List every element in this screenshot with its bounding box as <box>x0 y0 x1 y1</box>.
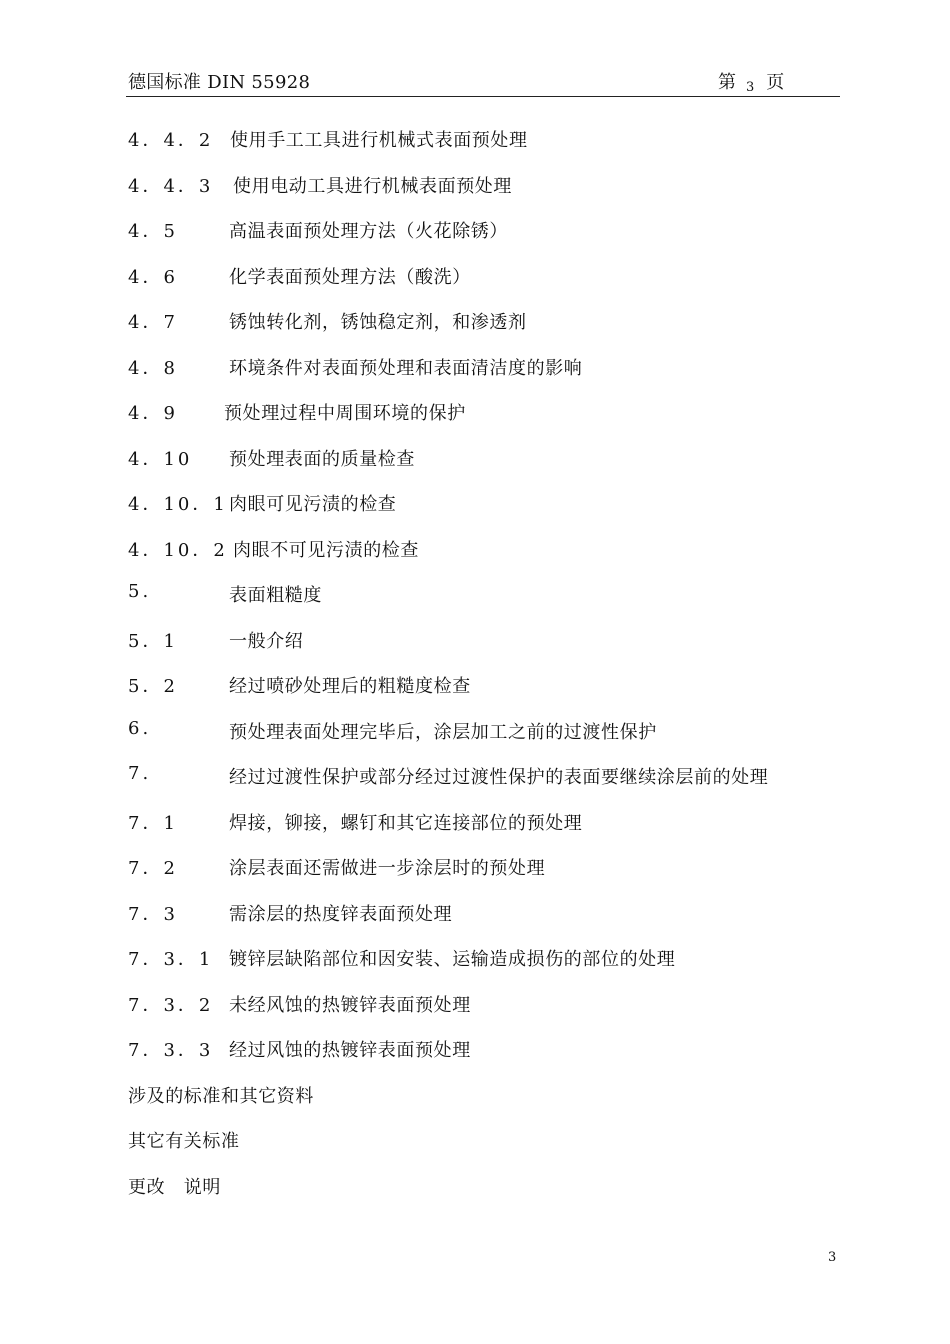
toc-entry-title: 预处理过程中周围环境的保护 <box>224 403 466 424</box>
toc-entry-title: 高温表面预处理方法（火花除锈） <box>229 221 508 242</box>
toc-entry-title: 涂层表面还需做进一步涂层时的预处理 <box>229 858 546 879</box>
toc-entry-number: 4．10．2 <box>128 539 228 561</box>
toc-entry-title: 经过过渡性保护或部分经过过渡性保护的表面要继续涂层前的处理 <box>229 767 769 788</box>
toc-entry-title: 未经风蚀的热镀锌表面预处理 <box>229 994 471 1016</box>
toc-entry-title: 镀锌层缺陷部位和因安装、运输造成损伤的部位的处理 <box>229 949 676 970</box>
toc-entry-title: 锈蚀转化剂，锈蚀稳定剂，和渗透剂 <box>229 312 527 333</box>
toc-entry-number: 5. <box>128 581 152 602</box>
toc-entry-number: 4．5 <box>128 221 178 242</box>
toc-entry-number: 7．3．2 <box>128 994 214 1016</box>
toc-entry-number: 4．10 <box>128 448 193 470</box>
toc-entry-number: 5．2 <box>128 676 178 697</box>
toc-entry-title: 经过风蚀的热镀锌表面预处理 <box>229 1040 471 1061</box>
toc-entry-number: 4．10．1 <box>128 494 228 515</box>
appendix-line: 更改 说明 <box>128 1176 221 1198</box>
toc-entry-title: 化学表面预处理方法（酸洗） <box>229 266 471 288</box>
toc-entry-title: 表面粗糙度 <box>229 585 322 606</box>
page-prefix: 第 <box>718 72 736 93</box>
toc-entry-number: 7．3．3 <box>128 1040 214 1061</box>
toc-entry-number: 4．8 <box>128 357 178 379</box>
toc-entry-title: 经过喷砂处理后的粗糙度检查 <box>229 676 471 697</box>
toc-entry-number: 4．9 <box>128 403 178 424</box>
toc-entry-title: 焊接，铆接，螺钉和其它连接部位的预处理 <box>229 812 583 834</box>
toc-entry-number: 4．7 <box>128 312 178 333</box>
toc-entry-title: 需涂层的热度锌表面预处理 <box>229 903 453 925</box>
toc-entry-title: 环境条件对表面预处理和表面清洁度的影响 <box>229 357 583 379</box>
toc-entry-title: 使用电动工具进行机械表面预处理 <box>233 175 512 197</box>
footer-page-number: 3 <box>828 1250 837 1265</box>
toc-entry-title: 肉眼可见污渍的检查 <box>229 494 397 515</box>
toc-entry-number: 7. <box>128 763 152 784</box>
toc-entry-number: 7．1 <box>128 812 178 834</box>
toc-entry-number: 4．4．3 <box>128 175 214 197</box>
toc-entry-number: 6. <box>128 717 152 739</box>
header-page-number: 3 <box>746 80 755 95</box>
toc-entry-number: 5．1 <box>128 630 178 652</box>
toc-entry-title: 预处理表面处理完毕后，涂层加工之前的过渡性保护 <box>229 721 657 743</box>
toc-entry-number: 7．3 <box>128 903 178 925</box>
page-suffix: 页 <box>766 72 785 93</box>
appendix-line: 其它有关标准 <box>128 1131 240 1152</box>
toc-entry-number: 7．2 <box>128 858 178 879</box>
toc-entry-number: 4．6 <box>128 266 178 288</box>
toc-entry-number: 4．4．2 <box>128 130 214 151</box>
toc-entry-number: 7．3．1 <box>128 949 214 970</box>
toc-entry-title: 肉眼不可见污渍的检查 <box>233 539 419 561</box>
appendix-line: 涉及的标准和其它资料 <box>128 1085 314 1107</box>
document-standard-title: 德国标准 DIN 55928 <box>128 72 311 93</box>
toc-entry-title: 使用手工工具进行机械式表面预处理 <box>230 130 528 151</box>
toc-entry-title: 预处理表面的质量检查 <box>229 448 415 470</box>
toc-entry-title: 一般介绍 <box>229 630 304 652</box>
